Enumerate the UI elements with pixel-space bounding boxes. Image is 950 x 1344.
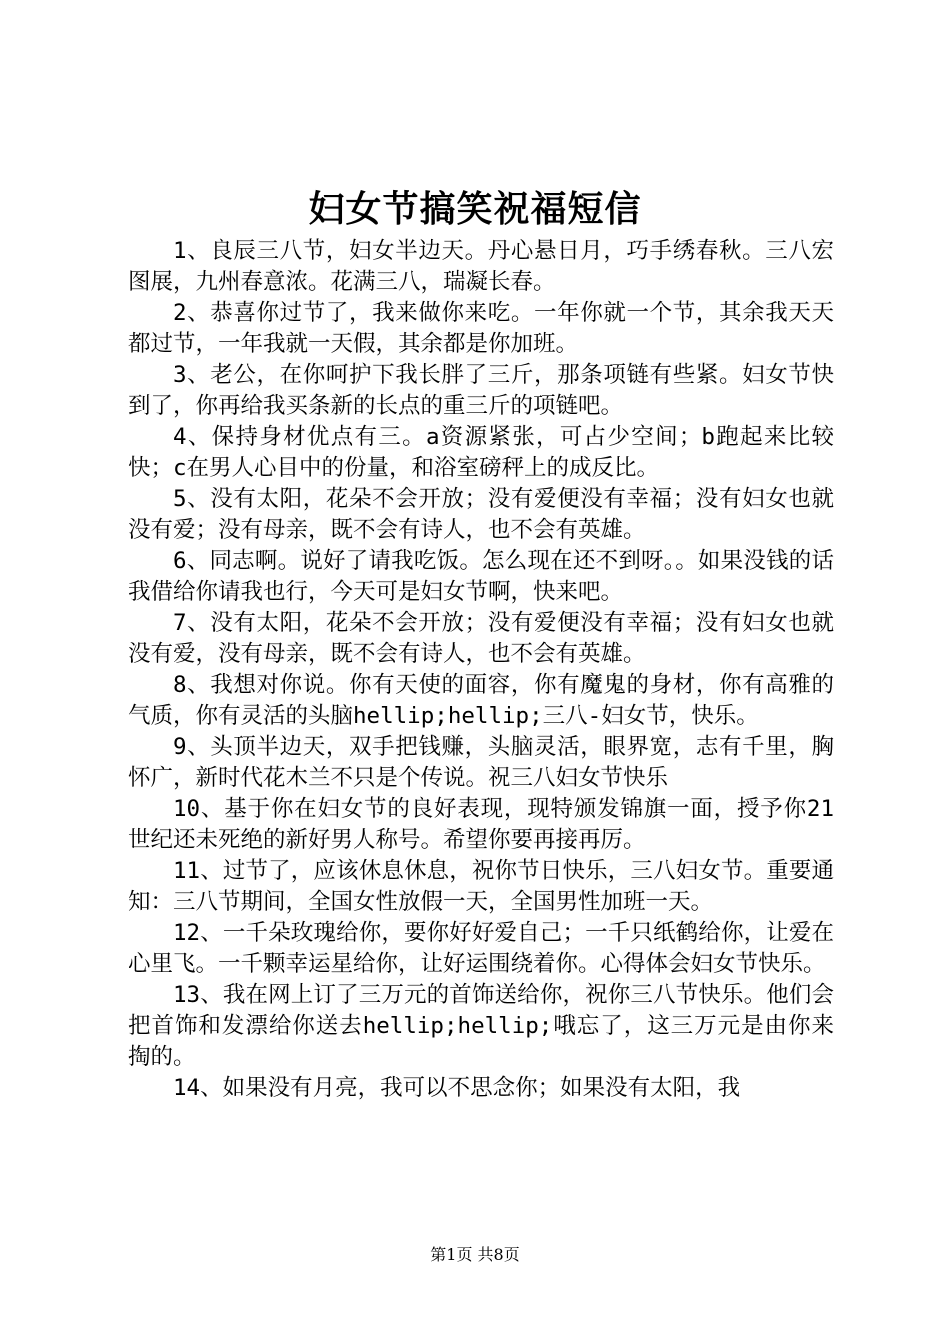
- paragraph-14: 14、如果没有月亮，我可以不思念你；如果没有太阳，我: [173, 1075, 741, 1101]
- document-body: [128, 236, 834, 1104]
- paragraph-4: 4、保持身材优点有三。a资源紧张，可占少空间；b跑起来比较快；c在男人心目中的份量，和浴室磅秤上的成反比。: [128, 424, 834, 481]
- paragraph-6: 6、同志啊。说好了请我吃饭。怎么现在还不到呀。。如果没钱的话我借给你请我也行，今天可是妇女节啊，快来吧。: [128, 548, 834, 605]
- paragraph-13: 13、我在网上订了三万元的首饰送给你，祝你三八节快乐。他们会把首饰和发漂给你送去hellip;hellip;哦忘了，这三万元是由你来掏的。: [128, 982, 834, 1070]
- paragraph-10: 10、基于你在妇女节的良好表现，现特颁发锦旗一面，授予你21世纪还未死绝的新好男人称号。希望你要再接再厉。: [128, 796, 834, 853]
- paragraph-2: 2、恭喜你过节了，我来做你来吃。一年你就一个节，其余我天天都过节，一年我就一天假，其余都是你加班。: [128, 300, 834, 357]
- paragraph-7: 7、没有太阳，花朵不会开放；没有爱便没有幸福；没有妇女也就没有爱，没有母亲，既不会有诗人，也不会有英雄。: [128, 610, 834, 667]
- page-footer: 第1页 共8页: [430, 1245, 520, 1264]
- paragraph-8: 8、我想对你说。你有天使的面容，你有魔鬼的身材，你有高雅的气质，你有灵活的头脑hellip;hellip;三八-妇女节，快乐。: [128, 672, 834, 729]
- paragraph-11: 11、过节了，应该休息休息，祝你节日快乐，三八妇女节。重要通知：三八节期间，全国女性放假一天，全国男性加班一天。: [128, 858, 834, 915]
- paragraph-5: 5、没有太阳，花朵不会开放；没有爱便没有幸福；没有妇女也就没有爱；没有母亲，既不会有诗人，也不会有英雄。: [128, 486, 834, 543]
- paragraph-1: 1、良辰三八节，妇女半边天。丹心悬日月，巧手绣春秋。三八宏图展，九州春意浓。花满三八，瑞凝长春。: [128, 238, 834, 295]
- paragraph-3: 3、老公，在你呵护下我长胖了三斤，那条项链有些紧。妇女节快到了，你再给我买条新的长点的重三斤的项链吧。: [128, 362, 834, 419]
- paragraph-9: 9、头顶半边天，双手把钱赚，头脑灵活，眼界宽，志有千里，胸怀广，新时代花木兰不只是个传说。祝三八妇女节快乐: [128, 734, 834, 791]
- document-title: 妇女节搞笑祝福短信: [308, 188, 642, 230]
- paragraph-12: 12、一千朵玫瑰给你，要你好好爱自己；一千只纸鹤给你，让爱在心里飞。一千颗幸运星给你，让好运围绕着你。心得体会妇女节快乐。: [128, 920, 834, 977]
